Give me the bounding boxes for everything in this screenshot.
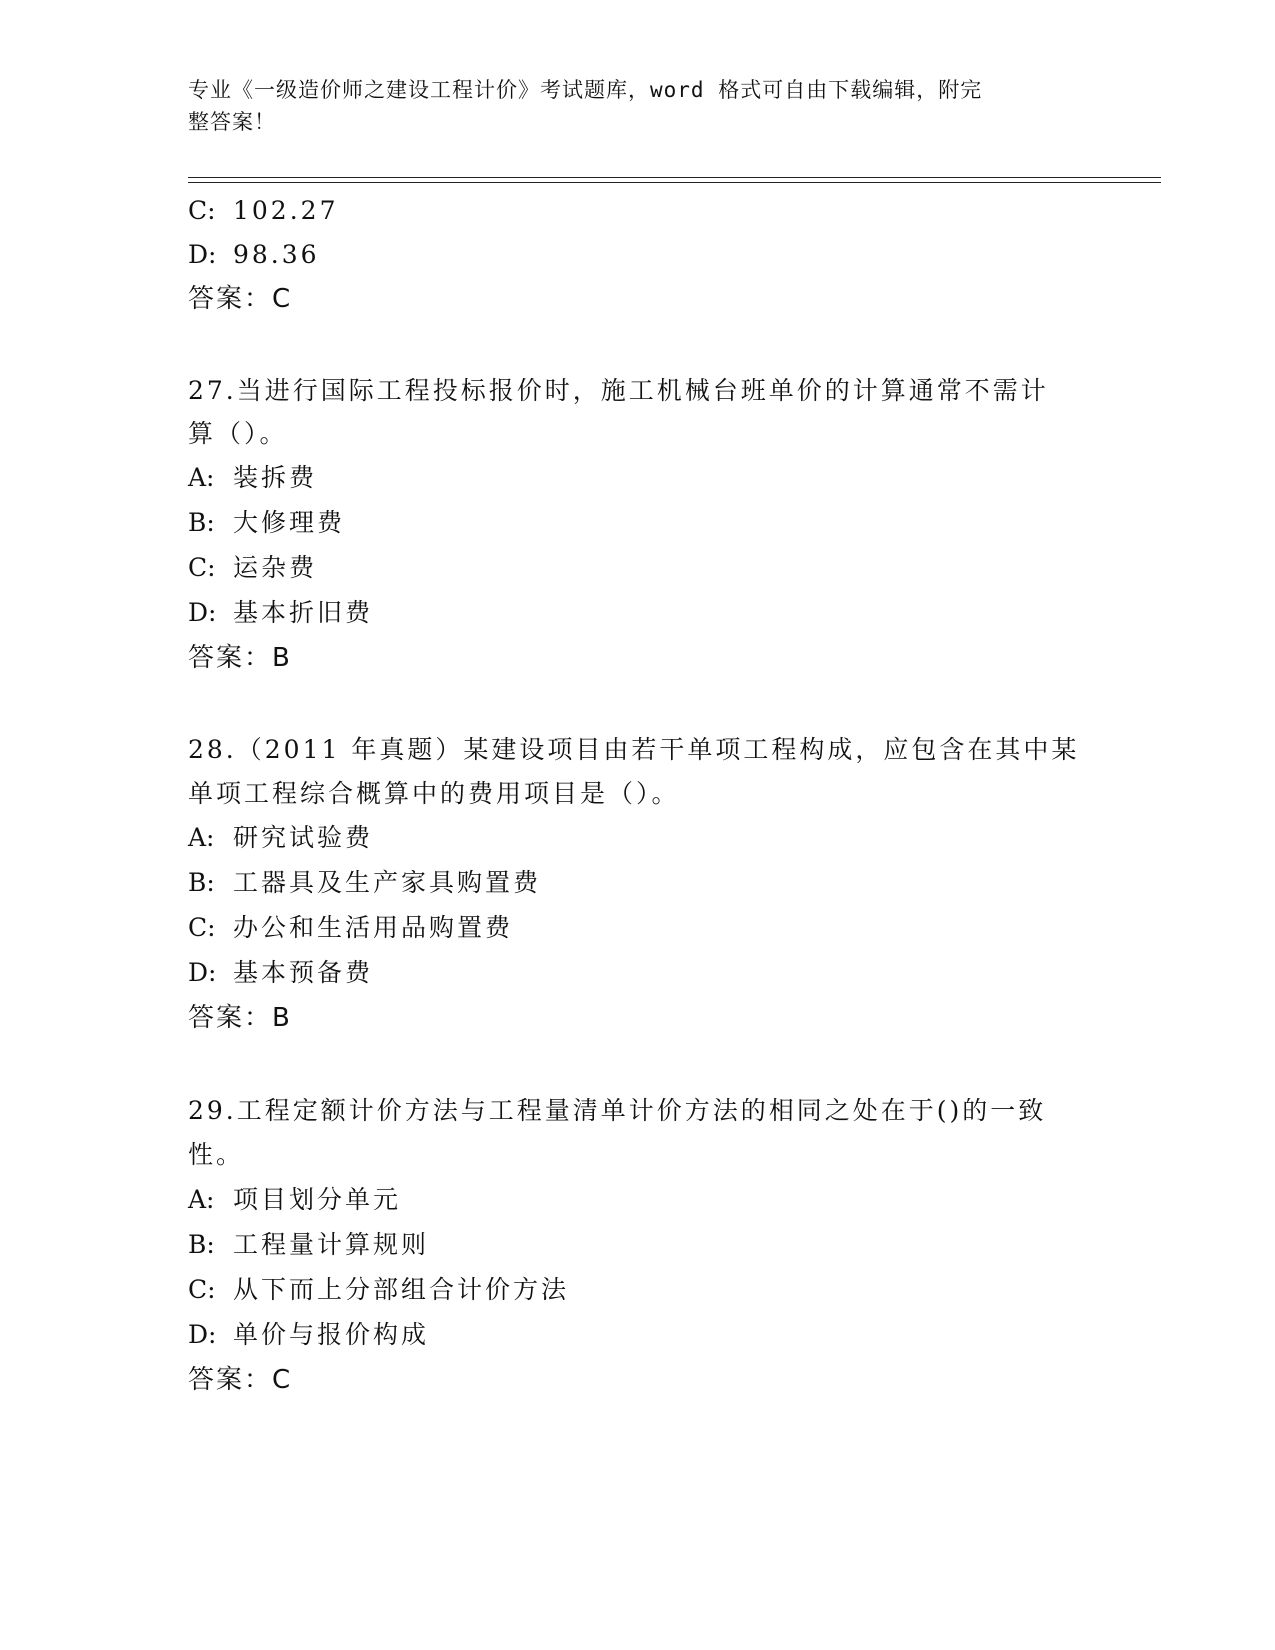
header-line-2: 整答案！ (188, 110, 276, 134)
option-text: 从下而上分部组合计价方法 (233, 1275, 570, 1304)
question-29-answer: 答案：C (188, 1365, 293, 1395)
option-label: B: (188, 1230, 215, 1259)
option-label: D: (188, 958, 217, 987)
question-29-stem-line-1: 29.工程定额计价方法与工程量清单计价方法的相同之处在于()的一致 (188, 1096, 1047, 1125)
option-label: C: (188, 196, 216, 225)
answer-line: 答案：C (188, 284, 293, 314)
question-27-stem-line-2: 算（）。 (188, 419, 288, 448)
header-line-1: 专业《一级造价师之建设工程计价》考试题库，word 格式可自由下载编辑，附完 (188, 78, 983, 102)
option-text: 98.36 (233, 240, 320, 269)
question-27-option-c (188, 545, 317, 591)
question-28-option-d (188, 950, 373, 996)
question-27-answer: 答案：B (188, 643, 292, 673)
option-label: D: (188, 598, 217, 627)
option-label: A: (188, 463, 215, 492)
question-27-option-d (188, 590, 373, 636)
header-divider-bottom (188, 182, 1161, 183)
question-29-stem-line-2: 性。 (188, 1140, 245, 1169)
option-label: B: (188, 868, 215, 897)
option-text: 102.27 (233, 196, 339, 225)
document-header (188, 74, 1068, 138)
option-text: 办公和生活用品购置费 (233, 913, 514, 942)
option-label: D: (188, 240, 217, 269)
question-28-option-a (188, 815, 373, 861)
question-28-option-c (188, 905, 513, 951)
question-28-option-b (188, 860, 541, 906)
question-27-option-a (188, 455, 317, 501)
option-label: C: (188, 553, 216, 582)
question-27-option-b (188, 500, 345, 546)
option-text: 运杂费 (233, 553, 318, 582)
option-label: B: (188, 508, 215, 537)
option-label: A: (188, 823, 215, 852)
question-29-option-c (188, 1267, 569, 1313)
option-text: 研究试验费 (233, 823, 374, 852)
question-29-option-d (188, 1312, 429, 1358)
option-text: 装拆费 (233, 463, 318, 492)
question-28-answer: 答案：B (188, 1003, 292, 1033)
option-text: 工器具及生产家具购置费 (233, 868, 542, 897)
question-28-stem-line-1: 28.（2011 年真题）某建设项目由若干单项工程构成，应包含在其中某 (188, 735, 1080, 764)
option-text: 单价与报价构成 (233, 1320, 430, 1349)
option-label: C: (188, 913, 216, 942)
option-text: 工程量计算规则 (233, 1230, 430, 1259)
question-27-stem-line-1: 27.当进行国际工程投标报价时，施工机械台班单价的计算通常不需计 (188, 376, 1049, 405)
option-text: 项目划分单元 (233, 1185, 402, 1214)
option-text: 大修理费 (233, 508, 346, 537)
option-text: 基本折旧费 (233, 598, 374, 627)
header-divider-top (188, 177, 1161, 178)
question-28-stem-line-2: 单项工程综合概算中的费用项目是（）。 (188, 779, 680, 808)
option-text: 基本预备费 (233, 958, 374, 987)
question-29-option-a (188, 1177, 401, 1223)
option-label: D: (188, 1320, 217, 1349)
question-29-option-b (188, 1222, 429, 1268)
option-c (188, 188, 338, 234)
option-label: A: (188, 1185, 215, 1214)
option-label: C: (188, 1275, 216, 1304)
option-d (188, 232, 320, 278)
